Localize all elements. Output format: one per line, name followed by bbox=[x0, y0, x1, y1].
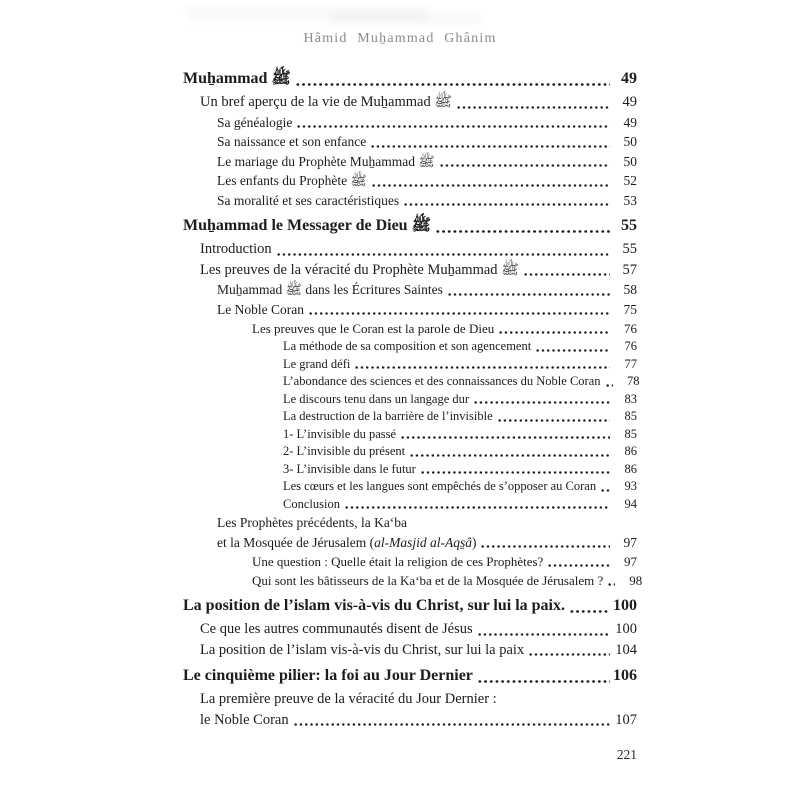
dot-leader bbox=[370, 145, 610, 148]
toc-entry-page-number: 49 bbox=[621, 70, 637, 87]
dot-leader bbox=[447, 293, 610, 296]
toc-entry-title: L’abondance des sciences et des connaissances du Noble Coran bbox=[283, 374, 601, 388]
toc-entry bbox=[183, 571, 643, 590]
toc-entry bbox=[183, 689, 637, 730]
toc-entry-page-number: 50 bbox=[623, 153, 637, 169]
toc-entry-title-italic: al-Masjid al-Aqs̱â bbox=[374, 534, 472, 550]
toc-entry-page-number: 49 bbox=[623, 114, 637, 130]
toc-entry-title: La destruction de la barrière de l’invisible bbox=[283, 409, 493, 423]
toc-entry-title: Sa généalogie bbox=[217, 114, 293, 130]
toc-entry-title: 1- L’invisible du passé bbox=[283, 426, 397, 441]
toc-entry bbox=[183, 552, 637, 571]
toc-entry-page-number: 86 bbox=[624, 461, 637, 476]
toc-entry-page-number: 55 bbox=[621, 217, 637, 234]
dot-leader bbox=[403, 203, 610, 206]
toc-entry-page-number: 53 bbox=[623, 192, 637, 208]
running-header-author: Hâmid Muẖammad Ghânim bbox=[303, 31, 497, 46]
toc-entry-page-number: 76 bbox=[624, 321, 637, 336]
toc-entry bbox=[183, 391, 637, 409]
toc-entry bbox=[183, 619, 637, 640]
toc-entry-title: Conclusion bbox=[283, 496, 340, 511]
toc-entry-title: Les cœurs et les langues sont empêchés de s’opposer au Coran bbox=[283, 479, 597, 493]
toc-entry bbox=[183, 373, 640, 391]
toc-entry-page-number: 106 bbox=[613, 667, 637, 684]
toc-entry-page-number: 55 bbox=[622, 241, 637, 257]
toc-entry-title-line1: La première preuve de la véracité du Jour Dernier : bbox=[200, 691, 497, 707]
toc-entry-title: Le Noble Coran bbox=[217, 301, 304, 317]
toc-entry bbox=[183, 132, 637, 152]
toc-entry bbox=[183, 356, 637, 374]
toc-entry-page-number: 104 bbox=[615, 641, 637, 658]
dot-leader bbox=[435, 230, 610, 233]
dot-leader bbox=[480, 545, 610, 548]
toc-entry-page-number: 98 bbox=[629, 573, 643, 588]
toc-entry bbox=[183, 300, 637, 320]
toc-entry-title: Le mariage du Prophète Muẖammad ﷺ bbox=[217, 153, 435, 169]
toc-entry-title: Le cinquième pilier: la foi au Jour Dernier bbox=[183, 667, 473, 684]
toc-entry-page-number: 85 bbox=[624, 426, 637, 441]
dot-leader bbox=[569, 610, 610, 613]
dot-leader bbox=[605, 384, 613, 387]
dot-leader bbox=[473, 401, 610, 404]
dot-leader bbox=[276, 253, 610, 256]
dot-leader bbox=[295, 83, 610, 86]
toc-entry-title: Introduction bbox=[200, 241, 272, 257]
toc-entry-title: La méthode de sa composition et son agencement bbox=[283, 339, 532, 353]
dot-leader bbox=[523, 273, 610, 276]
dot-leader bbox=[439, 164, 610, 167]
toc-entry-title: Le grand défi bbox=[283, 356, 351, 371]
dot-leader bbox=[409, 454, 610, 457]
toc-entry-title: Les preuves de la véracité du Prophète Muẖammad ﷺ bbox=[200, 261, 519, 278]
toc-entry-page-number: 57 bbox=[622, 261, 637, 278]
dot-leader bbox=[477, 633, 610, 636]
table-of-contents bbox=[183, 63, 643, 730]
dot-leader bbox=[420, 471, 610, 474]
page-showthrough bbox=[330, 12, 480, 24]
toc-entry-page-number: 100 bbox=[613, 597, 637, 614]
dot-leader bbox=[607, 583, 615, 586]
toc-entry bbox=[183, 426, 637, 444]
toc-entry bbox=[183, 280, 637, 300]
toc-entry-page-number: 77 bbox=[624, 356, 637, 371]
toc-entry bbox=[183, 664, 637, 687]
toc-entry-page-number: 78 bbox=[627, 374, 640, 388]
toc-entry bbox=[183, 191, 637, 211]
toc-entry-page-number: 49 bbox=[622, 94, 637, 110]
toc-entry bbox=[183, 513, 637, 552]
toc-entry-title: 2- L’invisible du présent bbox=[283, 444, 406, 458]
dot-leader bbox=[477, 680, 610, 683]
toc-entry-title: Muẖammad le Messager de Dieu ﷺ bbox=[183, 217, 431, 234]
toc-entry-title: et la Mosquée de Jérusalem (al-Masjid al-Aqs̱â) bbox=[217, 534, 477, 550]
dot-leader bbox=[528, 653, 610, 656]
toc-entry bbox=[183, 239, 637, 260]
toc-entry bbox=[183, 171, 637, 191]
toc-entry-page-number: 58 bbox=[623, 282, 637, 297]
toc-entry-title: Les preuves que le Coran est la parole de Dieu bbox=[252, 321, 495, 336]
toc-entry-page-number: 94 bbox=[624, 496, 637, 511]
toc-entry bbox=[183, 214, 637, 237]
dot-leader bbox=[456, 106, 610, 109]
toc-entry-page-number: 83 bbox=[624, 391, 637, 406]
toc-entry-page-number: 93 bbox=[624, 479, 637, 493]
dot-leader bbox=[296, 125, 610, 128]
toc-entry bbox=[183, 478, 637, 496]
toc-entry-title: Qui sont les bâtisseurs de la Ka‘ba et de la Mosquée de Jérusalem ? bbox=[252, 573, 604, 588]
dot-leader bbox=[308, 312, 610, 315]
toc-entry-title: Les enfants du Prophète ﷺ bbox=[217, 173, 367, 188]
dot-leader bbox=[535, 349, 610, 352]
toc-entry bbox=[183, 461, 637, 479]
toc-entry-page-number: 76 bbox=[624, 339, 637, 353]
dot-leader bbox=[497, 419, 610, 422]
toc-entry-page-number: 85 bbox=[624, 409, 637, 423]
toc-entry-page-number: 107 bbox=[615, 711, 637, 728]
toc-entry-page-number: 97 bbox=[624, 554, 637, 569]
toc-entry-title: le Noble Coran bbox=[200, 711, 289, 728]
toc-entry-page-number: 86 bbox=[624, 444, 637, 458]
toc-entry bbox=[183, 92, 637, 113]
toc-entry bbox=[183, 319, 637, 338]
dot-leader bbox=[371, 184, 610, 187]
toc-entry-title: Sa moralité et ses caractéristiques bbox=[217, 192, 400, 208]
toc-entry-page-number: 100 bbox=[615, 621, 637, 637]
dot-leader bbox=[600, 489, 610, 492]
dot-leader bbox=[400, 436, 610, 439]
toc-entry-page-number: 52 bbox=[623, 173, 637, 188]
toc-entry bbox=[183, 260, 637, 281]
dot-leader bbox=[354, 366, 610, 369]
toc-entry-title: Une question : Quelle était la religion de ces Prophètes? bbox=[252, 554, 544, 569]
toc-entry-title: La position de l’islam vis-à-vis du Christ, sur lui la paix. bbox=[183, 597, 565, 614]
toc-entry-title: Sa naissance et son enfance bbox=[217, 134, 367, 149]
dot-leader bbox=[344, 506, 610, 509]
toc-entry bbox=[183, 594, 637, 617]
toc-entry bbox=[183, 113, 637, 133]
toc-entry bbox=[183, 496, 637, 514]
dot-leader bbox=[293, 723, 610, 726]
toc-entry-title: Ce que les autres communautés disent de Jésus bbox=[200, 621, 473, 637]
toc-entry-page-number: 97 bbox=[623, 534, 637, 550]
toc-entry bbox=[183, 152, 637, 172]
dot-leader bbox=[498, 331, 610, 334]
toc-entry-title: Muẖammad ﷺ dans les Écritures Saintes bbox=[217, 282, 443, 297]
toc-entry bbox=[183, 408, 637, 426]
toc-entry bbox=[183, 640, 637, 661]
dot-leader bbox=[547, 564, 610, 567]
toc-entry-title: 3- L’invisible dans le futur bbox=[283, 461, 416, 476]
toc-entry-page-number: 50 bbox=[623, 134, 637, 149]
toc-entry-title-line1: Les Prophètes précédents, la Ka‘ba bbox=[217, 515, 408, 530]
toc-entry-title: La position de l’islam vis-à-vis du Christ, sur lui la paix bbox=[200, 641, 525, 658]
toc-entry-title: Le discours tenu dans un langage dur bbox=[283, 391, 470, 406]
toc-entry bbox=[183, 443, 637, 461]
toc-entry-title: Muẖammad ﷺ bbox=[183, 70, 291, 87]
toc-entry bbox=[183, 67, 637, 90]
toc-entry-title: Un bref aperçu de la vie de Muẖammad ﷺ bbox=[200, 94, 452, 110]
folio-page-number: 221 bbox=[616, 747, 637, 762]
toc-entry-page-number: 75 bbox=[623, 301, 637, 317]
toc-entry bbox=[183, 338, 637, 356]
